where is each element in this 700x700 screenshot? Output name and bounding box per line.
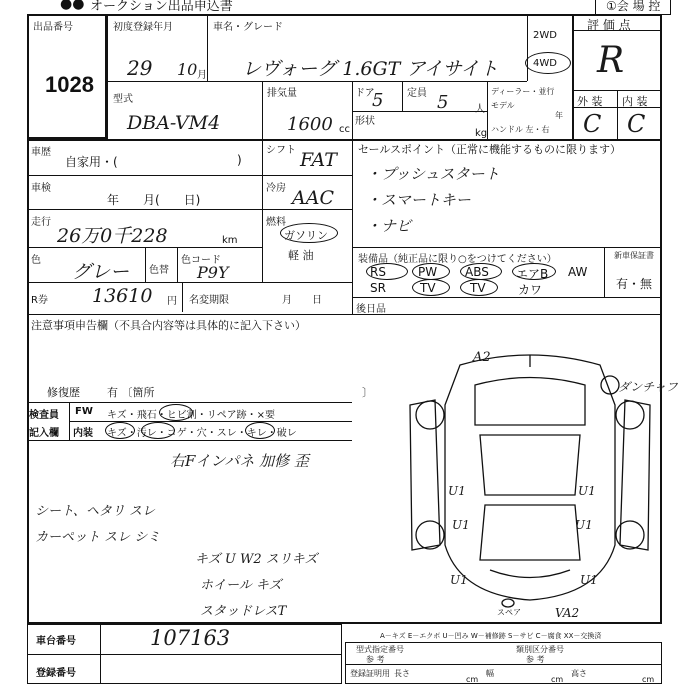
handle-label: ハンドル 左・右 [491, 125, 550, 134]
top-block [27, 14, 662, 139]
model-value: DBA-VM4 [127, 112, 221, 134]
height-label: 高さ [571, 669, 587, 678]
sales-point-3: ・ナビ [366, 217, 412, 235]
equip-abs: ABS [465, 265, 489, 279]
interior-label: 内 装 [622, 95, 648, 108]
color-change-label: 色替 [149, 265, 169, 276]
later-date-label: 後日品 [356, 304, 386, 315]
displacement-unit: cc [339, 124, 350, 135]
sales-points-label: セールスポイント（正常に機能するものに限ります） [358, 143, 622, 156]
chassis-label: 車台番号 [36, 636, 76, 647]
warranty-label: 新車保証書 [614, 251, 654, 260]
recycle-value: 13610 [92, 285, 153, 307]
color-code-value: P9Y [197, 263, 229, 282]
equip-sr: SR [370, 281, 386, 295]
header-bar [20, 0, 680, 14]
name-value: レヴォーグ 1.6GT アイサイト [242, 58, 499, 80]
equip-airbag: エアB [516, 267, 549, 281]
equip-rs: RS [370, 265, 386, 279]
width-label: 幅 [486, 669, 494, 678]
equip-tv1-circle [412, 279, 450, 296]
inspection-value: 年 月( 日) [107, 193, 201, 207]
sales-points [352, 139, 662, 247]
first-reg-label: 初度登録年月 [113, 22, 173, 33]
weight-unit: kg [475, 128, 488, 139]
inspector-fw: FW [75, 406, 93, 417]
fuel-gas: ガソリン [284, 229, 328, 242]
equip-tv2-circle [460, 279, 498, 296]
circle-tobiishi [159, 404, 193, 421]
notes-box [27, 314, 373, 402]
diagram-bottom-mark: VA2 [555, 606, 580, 620]
shift-value: FAT [300, 149, 337, 171]
mid-fields [262, 139, 352, 282]
lot-label: 出品番号 [33, 22, 73, 33]
remark-5: ホイール キズ [200, 578, 282, 593]
venue-label: ①会 場 控 [595, 0, 671, 15]
mileage-label: 走行 [31, 217, 51, 228]
score-label: 評 価 点 [587, 18, 631, 32]
displacement-value: 1600 [287, 114, 333, 135]
mileage-unit: km [222, 235, 238, 246]
circle-kizu [105, 422, 135, 439]
cm-unit-2: cm [551, 675, 564, 684]
displacement-label: 排気量 [267, 88, 297, 99]
remark-6: スタッドレスT [200, 604, 287, 619]
mileage-value: 26万0千228 [57, 225, 168, 247]
cm-unit-3: cm [642, 675, 655, 684]
inspection-label: 車検 [31, 183, 51, 194]
ac-label: 冷房 [266, 183, 286, 194]
color-code-label: 色コード [181, 255, 221, 266]
history-close: ) [237, 153, 242, 167]
dealer-label: ディーラー・並行 [491, 87, 555, 96]
drive-2wd: 2WD [533, 30, 557, 41]
diagram-mark-4: U1 [575, 518, 593, 532]
model-year-label: モデル [491, 101, 515, 110]
diagram-mark-5: U1 [450, 573, 468, 587]
month-unit: 月 [197, 70, 207, 81]
exterior-label: 外 装 [577, 95, 603, 108]
equip-pw: PW [418, 265, 438, 279]
capacity-value: 5 [437, 92, 449, 113]
remark-2: シート、ヘタリ スレ [35, 504, 155, 519]
history-label: 車歴 [31, 147, 51, 158]
equip-pw-circle [412, 263, 450, 280]
diagram-top-mark: A2 [473, 350, 491, 365]
equip-tv1: TV [420, 281, 436, 295]
circle-sure [245, 422, 275, 439]
first-reg-year: 29 [127, 56, 153, 80]
color-value: グレー [72, 261, 130, 283]
inspector-row1: キズ・飛石・ヒビ割・リペア跡・×要 [107, 410, 275, 421]
diagram-spare-label: スペア [497, 608, 521, 617]
cert-block [345, 642, 662, 684]
diagram-legend: A－キズ E－エクボ U－凹み W－補修跡 S－サビ C－腐食 XX－交換済 [380, 632, 602, 640]
notes-label: 注意事項申告欄（不具合内容等は具体的に記入下さい） [31, 319, 306, 332]
chassis-value: 107163 [150, 626, 231, 650]
score-value: R [597, 40, 625, 81]
history-value: 自家用・( [65, 155, 118, 169]
warranty-value: 有・無 [616, 277, 653, 291]
diagram-mark-2: U1 [578, 484, 596, 498]
inspector-label-2: 記入欄 [29, 428, 59, 439]
length-label: 長さ [394, 669, 410, 678]
reg-label: 登録番号 [36, 668, 76, 679]
remark-1: 右Fインパネ 加修 歪 [170, 452, 309, 470]
equip-aw: AW [568, 265, 588, 279]
circle-yogore [141, 422, 175, 439]
shift-label: シフト [266, 145, 296, 156]
doors-value: 5 [372, 90, 384, 111]
inspector-row2: キズ・汚レ・コゲ・穴・スレ・キレ・破レ [107, 428, 297, 439]
repair-value: 有 〔箇所 [107, 386, 155, 399]
name-change-label: 名変期限 [189, 295, 229, 306]
color-label: 色 [31, 255, 41, 266]
name-change-value: 月 日 [282, 295, 322, 306]
repair-label: 修復歴 [47, 386, 80, 399]
capacity-label: 定員 [407, 88, 427, 99]
class-label: 類別区分番号 [516, 645, 564, 654]
remark-3: カーペット スレ シミ [35, 530, 161, 545]
diagram-right-note: ダンチャフ [618, 380, 678, 394]
ref-label-2: 参 考 [526, 655, 545, 664]
cert-label: 登録証明用 [350, 669, 390, 678]
inspector-label-1: 検査員 [29, 410, 59, 421]
diagram-mark-3: U1 [452, 518, 470, 532]
ac-value: AAC [292, 187, 334, 209]
inspector-interior: 内装 [73, 428, 93, 439]
fuel-diesel: 軽 油 [288, 249, 314, 262]
doors-label: ドア [355, 88, 375, 99]
capacity-unit: 人 [475, 104, 485, 115]
exterior-value: C [583, 110, 602, 138]
equip-rs-circle [366, 263, 408, 280]
equip-abs-circle [460, 263, 502, 280]
sales-point-1: ・プッシュスタート [366, 165, 500, 183]
diagram-mark-1: U1 [448, 484, 466, 498]
recycle-label: R券 [31, 295, 48, 306]
sales-point-2: ・スマートキー [366, 191, 471, 209]
recycle-unit: 円 [167, 296, 177, 307]
remark-4: キズ U W2 スリキズ [195, 552, 318, 567]
drive-4wd-circle [525, 52, 571, 74]
cm-unit-1: cm [466, 675, 479, 684]
lot-number: 1028 [45, 72, 94, 97]
header-title: オークション出品申込書 [90, 0, 233, 14]
model-label: 型式 [113, 94, 133, 105]
fuel-gas-circle [280, 223, 338, 243]
inspector-block [27, 402, 352, 440]
equip-leather: カワ [518, 283, 543, 297]
equip-tv2: TV [470, 281, 486, 295]
diagram-mark-6: U1 [580, 573, 598, 587]
equipment-label: 装備品（純正品に限り○をつけてください） [358, 254, 557, 265]
fuel-label: 燃料 [266, 217, 286, 228]
ref-label-1: 参 考 [366, 655, 385, 664]
shape-label: 形状 [355, 116, 375, 127]
first-reg-month: 10 [177, 60, 198, 79]
interior-value: C [627, 110, 646, 138]
header-logo: ●● [60, 0, 85, 12]
repair-close: 〕 [362, 386, 373, 399]
type-cert-label: 型式指定番号 [356, 645, 404, 654]
equip-airbag-circle [512, 263, 556, 280]
name-label: 車名・グレード [213, 22, 283, 33]
drive-4wd: 4WD [533, 58, 557, 69]
year-unit: 年 [555, 111, 563, 120]
equipment [352, 247, 662, 297]
